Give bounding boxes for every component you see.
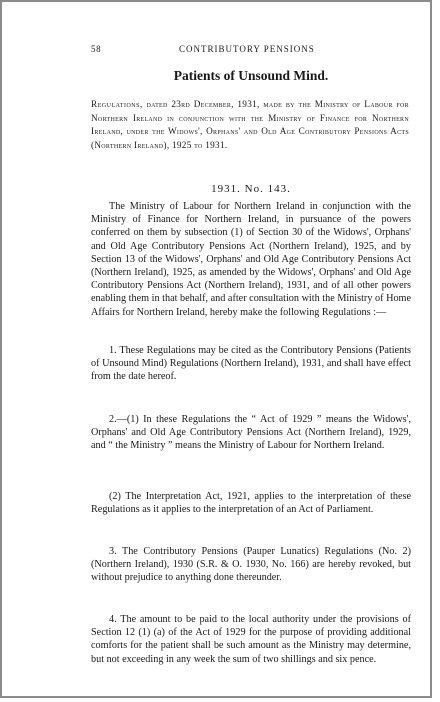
regulation-1-paragraph: 1. These Regulations may be cited as the Contributory Pensions (Patients of Unsound Mind) Regulations (Northern Ireland), 1931, and shall have effect from the date hereof. bbox=[91, 345, 411, 383]
statutory-rule-number: 1931. No. 143. bbox=[211, 183, 291, 195]
regulation-4-paragraph: 4. The amount to be paid to the local authority under the provisions of Section 12 (1) (a) of the Act of 1929 for the purpose of providing additional comforts for the patient shall be such amount as the Ministry may determine, but not exceeding in any week the sum of two shillings and six pence. bbox=[91, 614, 411, 665]
document-heading: Patients of Unsound Mind. bbox=[173, 68, 329, 83]
page-number: 58 bbox=[91, 44, 102, 54]
regulation-3-paragraph: 3. The Contributory Pensions (Pauper Lunatics) Regulations (No. 2) (Northern Ireland), 1930 (S.R. & O. 1930, No. 166) are hereby revoked, but without prejudice to anything done thereunder. bbox=[91, 546, 411, 584]
running-title: CONTRIBUTORY PENSIONS bbox=[179, 44, 315, 54]
caption-lead: Regulations, bbox=[91, 99, 143, 109]
regulation-2-2-paragraph: (2) The Interpretation Act, 1921, applies to the interpretation of these Regulations as it applies to the interpretation of an Act of Parliament. bbox=[91, 491, 411, 516]
regulation-2-1-paragraph: 2.—(1) In these Regulations the “ Act of 1929 ” means the Widows', Orphans' and Old Age Contributory Pensions Act (Northern Ireland), 1929, and “ the Ministry ” means the Ministry of Labour for Northern Ireland. bbox=[91, 414, 411, 452]
preamble-paragraph: The Ministry of Labour for Northern Ireland in conjunction with the Ministry of Finance for Northern Ireland, in pursuance of the powers conferred on them by subsection (1) of Section 30 of the Widows', Orphans' and Old Age Contributory Pensions Act (Northern Ireland), 1925, and by Section 13 of the Widows', Orphans' and Old Age Contributory Pensions Act (Northern Ireland), 1925, as amended by the Widows', Orphans' and Old Age Contributory Pensions Act (Northern Ireland), 1931, and of all other powers enabling them in that behalf, and after consultation with the Ministry of Home Affairs for Northern Ireland, hereby make the following Regulations :— bbox=[91, 201, 411, 318]
caption-text: dated 23rd December, 1931, made by the Ministry of Labour for Northern Ireland in conjunction with the Ministry of Finance for Northern Ireland, under the Widows', Orphans' and Old Age Contributory Pensions Acts (Northern Ireland), 1925 to 1931. bbox=[91, 99, 409, 150]
regulations-caption bbox=[91, 98, 409, 152]
